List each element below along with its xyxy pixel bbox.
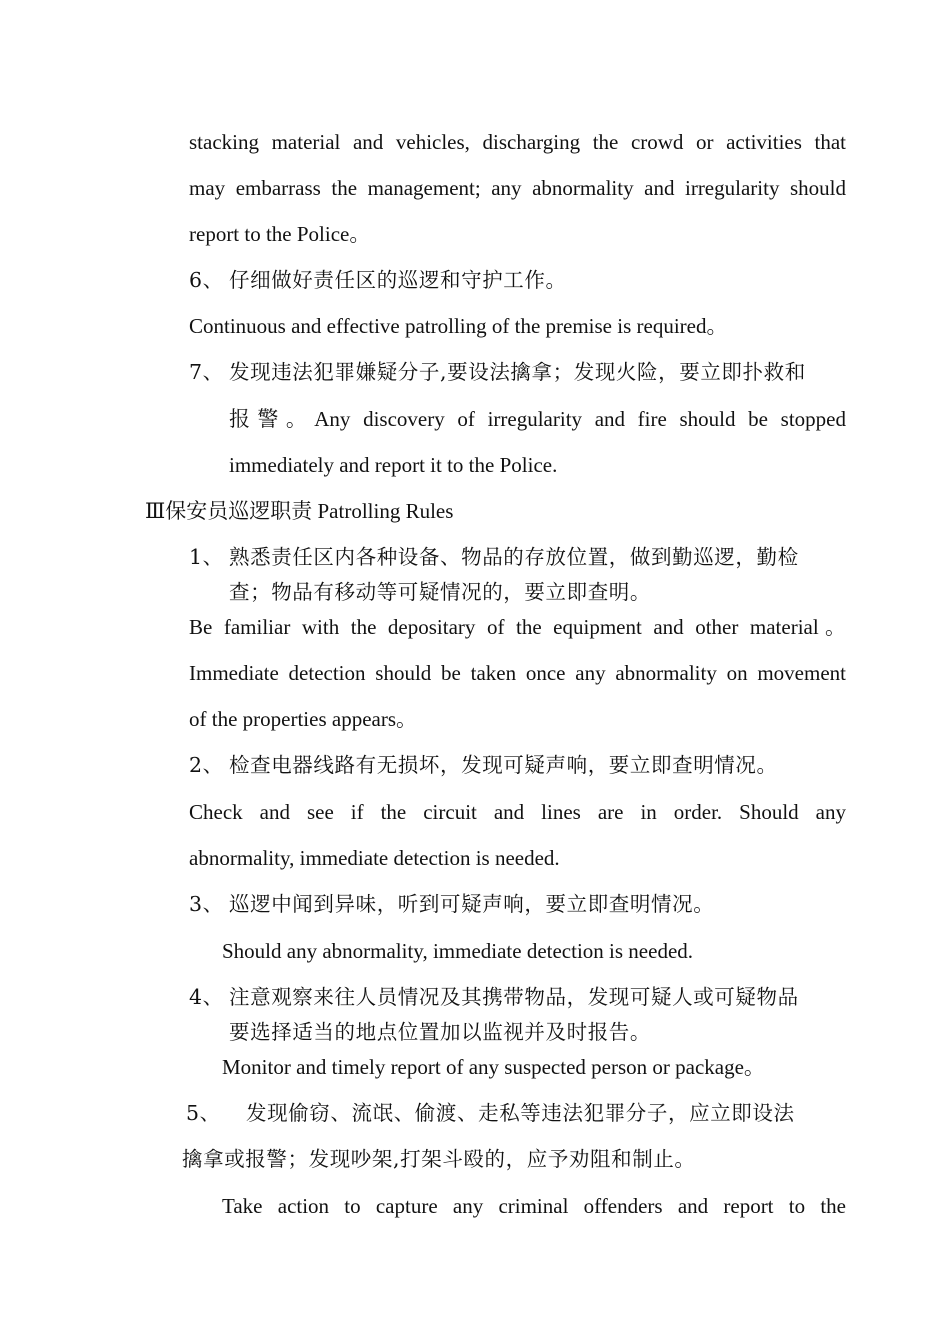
list-number: 4、 bbox=[189, 985, 224, 1009]
body-line: immediately and report it to the Police. bbox=[229, 453, 558, 477]
body-line: Should any abnormality, immediate detection is needed. bbox=[222, 939, 694, 963]
body-line: Take action to capture any criminal offenders and report to the bbox=[222, 1194, 846, 1218]
body-line: Immediate detection should be taken once any abnormality on movement bbox=[189, 661, 846, 685]
body-line: may embarrass the management; any abnormality and irregularity should bbox=[189, 176, 846, 200]
list-item-text: 仔细做好责任区的巡逻和守护工作。 bbox=[229, 268, 567, 292]
list-number: 6、 bbox=[189, 268, 224, 292]
list-item-text: 巡逻中闻到异味，听到可疑声响，要立即查明情况。 bbox=[229, 892, 715, 916]
list-item-2 bbox=[189, 751, 778, 779]
body-line: Be familiar with the depositary of the equipment and other material。 bbox=[189, 615, 846, 639]
list-number: 1、 bbox=[189, 545, 224, 569]
list-item-1 bbox=[189, 543, 799, 571]
list-item-7 bbox=[189, 358, 806, 386]
body-line: of the properties appears。 bbox=[189, 707, 417, 731]
body-line: Monitor and timely report of any suspected person or package。 bbox=[222, 1055, 765, 1079]
list-item-text: 注意观察来往人员情况及其携带物品，发现可疑人或可疑物品 bbox=[229, 985, 799, 1009]
body-line: Check and see if the circuit and lines are in order. Should any bbox=[189, 800, 846, 824]
body-line: abnormality, immediate detection is needed. bbox=[189, 846, 560, 870]
list-number: 2、 bbox=[189, 753, 224, 777]
body-line: 要选择适当的地点位置加以监视并及时报告。 bbox=[229, 1020, 651, 1044]
body-line: Continuous and effective patrolling of the premise is required。 bbox=[189, 314, 728, 338]
body-line: 擒拿或报警；发现吵架,打架斗殴的，应予劝阻和制止。 bbox=[182, 1147, 696, 1171]
list-number: 3、 bbox=[189, 892, 224, 916]
list-item-text: 检查电器线路有无损坏，发现可疑声响，要立即查明情况。 bbox=[229, 753, 778, 777]
list-item-5 bbox=[186, 1099, 795, 1127]
list-item-4 bbox=[189, 983, 799, 1011]
body-line: stacking material and vehicles, discharging the crowd or activities that bbox=[189, 130, 846, 154]
list-number: 5、 bbox=[186, 1101, 221, 1125]
list-item-6 bbox=[189, 266, 567, 294]
list-number: 7、 bbox=[189, 360, 224, 384]
list-item-text: 发现违法犯罪嫌疑分子,要设法擒拿；发现火险，要立即扑救和 bbox=[229, 360, 806, 384]
body-line: 查；物品有移动等可疑情况的，要立即查明。 bbox=[229, 580, 651, 604]
list-item-3 bbox=[189, 890, 714, 918]
list-item-text: 熟悉责任区内各种设备、物品的存放位置，做到勤巡逻，勤检 bbox=[229, 545, 799, 569]
body-line: 报警。Any discovery of irregularity and fire should be stopped bbox=[229, 407, 846, 431]
section-heading: Ⅲ保安员巡逻职责 Patrolling Rules bbox=[145, 499, 454, 523]
body-line: report to the Police。 bbox=[189, 222, 371, 246]
list-item-text: 发现偷窃、流氓、偷渡、走私等违法犯罪分子，应立即设法 bbox=[246, 1101, 795, 1125]
